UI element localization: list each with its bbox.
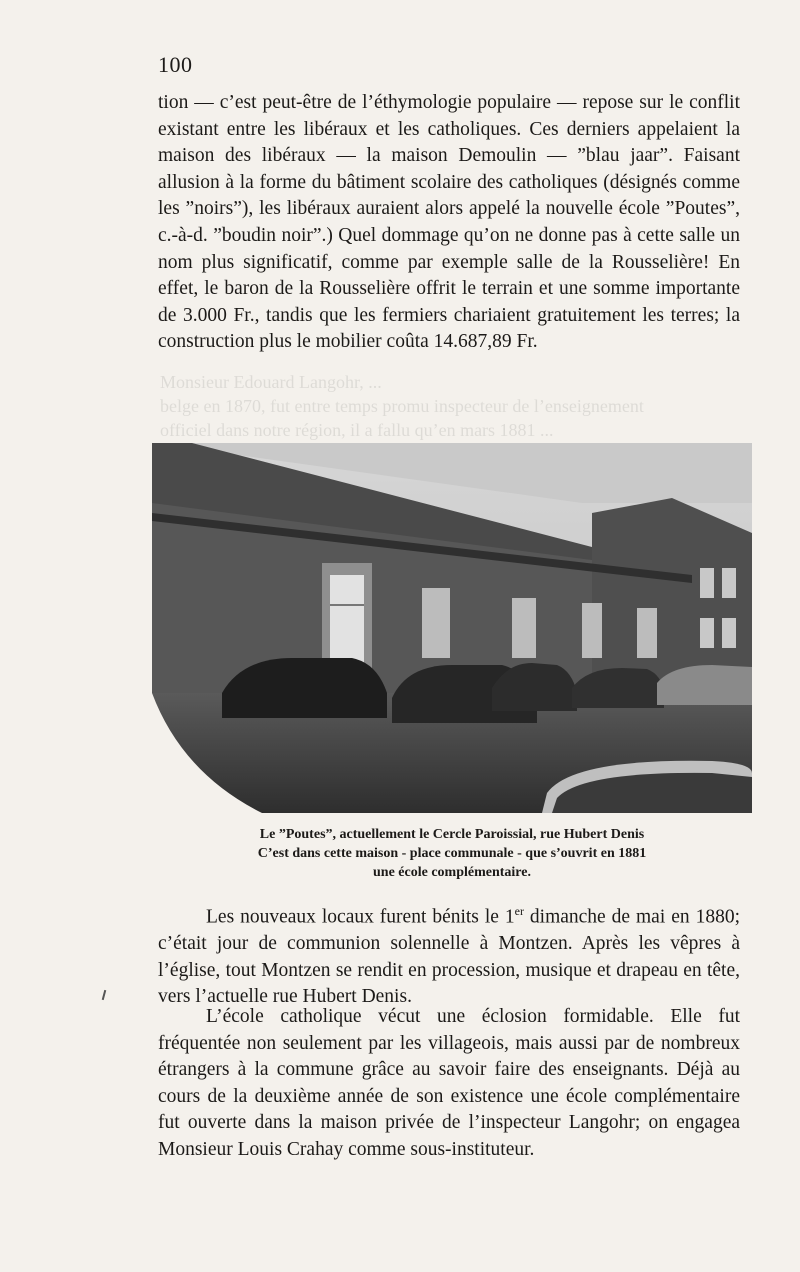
paragraph-2-rest: dimanche de mai en 1880; c’était jour de communion solennelle à Montzen. Après les vêpres à l’église, tout Montzen se rendit en procession, musique et drapeau en tête, vers l’actuelle rue Hubert Denis. — [158, 906, 740, 1008]
ordinal-superscript: er — [514, 904, 524, 918]
paragraph-1: tion — c’est peut-être de l’éthymologie populaire — repose sur le conflit existant entre les libéraux et les catholiques. Ces derniers appelaient la maison des libéraux — la maison Demoulin — ”blau jaar”. Faisant allusion à la forme du bâtiment scolaire des catholiques (désignés comme les ”noirs”), les libéraux auraient alors appelé la nouvelle école ”Poutes”, c.-à-d. ”boudin noir”.) Quel dommage qu’on ne donne pas à cette salle un nom plus significatif, comme par exemple salle de la Rousselière! En effet, le baron de la Rousselière offrit le terrain et une somme importante de 3.000 Fr., tandis que les fermiers chariaient gratuitement les terres; la construction plus le mobilier coûta 14.687,89 Fr. — [158, 92, 740, 353]
photo-caption — [152, 825, 752, 882]
building-photo — [152, 443, 752, 813]
caption-line-2: C’est dans cette maison - place communale - que s’ouvrit en 1881 — [257, 846, 647, 861]
paragraph-2 — [158, 898, 740, 1011]
building-photo-svg — [152, 443, 752, 813]
bleed-line-3: officiel dans notre région, il a fallu qu’en mars 1881 ... — [160, 420, 554, 440]
caption-line-1: Le ”Poutes”, actuellement le Cercle Paroissial, rue Hubert Denis — [259, 827, 645, 842]
margin-mark — [102, 990, 107, 1000]
page-number: 100 — [158, 52, 193, 77]
bleed-line-2: belge en 1870, fut entre temps promu inspecteur de l’enseignement — [160, 396, 644, 416]
paragraph-3: L’école catholique vécut une éclosion formidable. Elle fut fréquentée non seulement par les villageois, mais aussi par de nombreux étrangers à la commune grâce au savoir faire des enseignants. Déjà au cours de la deuxième année de son existence une école complémentaire fut ouverte dans la maison privée de l’inspecteur Langohr; on engagea Monsieur Louis Crahay comme sous-instituteur. — [158, 1006, 740, 1160]
bleed-through-bottom — [200, 1090, 740, 1200]
paragraph-2-start: Les nouveaux locaux furent bénits le 1 — [206, 906, 515, 928]
bleed-through-text — [160, 370, 760, 445]
bleed-line-1: Monsieur Edouard Langohr, ... — [160, 372, 382, 392]
caption-line-3: une école complémentaire. — [373, 865, 531, 880]
